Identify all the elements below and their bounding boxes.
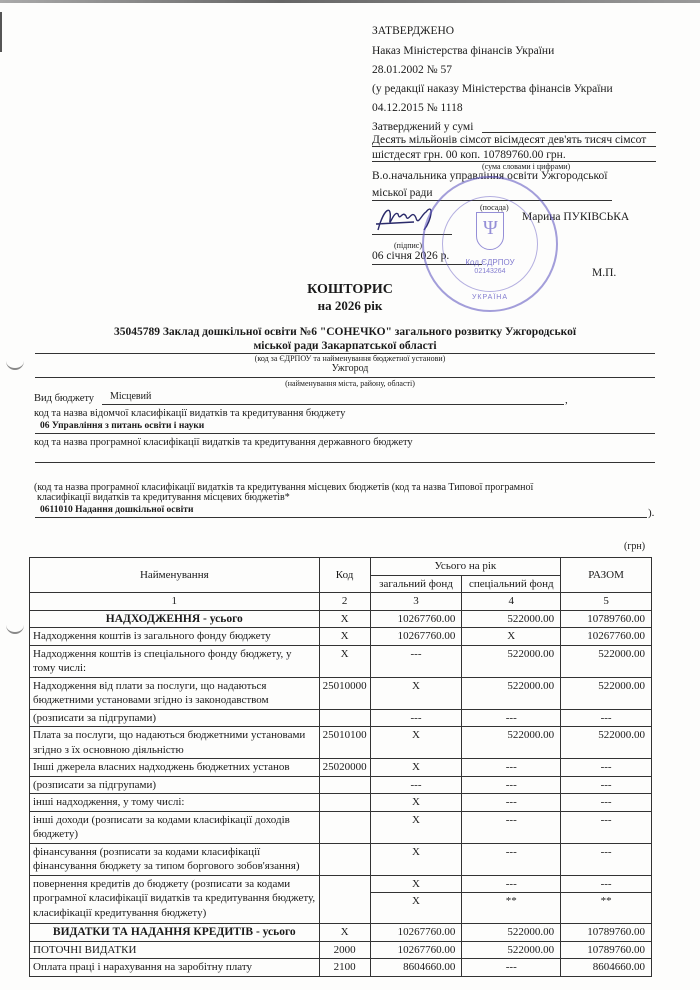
row-name: фінансування (розписати за кодами класифікації фінансування бюджету за типом боргового зобов'язання) [30, 843, 320, 875]
table-row [30, 941, 652, 959]
row-code [319, 875, 370, 924]
table-row [30, 677, 652, 709]
table-row [30, 959, 652, 977]
comma: , [565, 394, 568, 406]
col-number: 3 [370, 593, 462, 611]
row-special-fund: 522000.00 [462, 941, 561, 959]
row-general-fund: X [370, 843, 462, 875]
row-code: X [319, 924, 370, 942]
row-general-fund: --- [370, 645, 462, 677]
row-special-fund: 522000.00 [462, 924, 561, 942]
row-name: (розписати за підгрупами) [30, 709, 320, 727]
budget-table [29, 557, 652, 977]
header-code: Код [319, 558, 370, 593]
underline [35, 433, 655, 434]
scan-edge [0, 12, 2, 52]
row-total: 10789760.00 [561, 610, 652, 628]
position: міської ради [372, 187, 433, 199]
row-code: 2000 [319, 941, 370, 959]
header-name: Найменування [30, 558, 320, 593]
row-code: X [319, 645, 370, 677]
stamp-code-label: Код ЄДРПОУ [465, 258, 515, 267]
institution-name: міської ради Закарпатської області [253, 340, 437, 352]
approval-date: 06 січня 2026 р. [372, 250, 450, 262]
row-general-fund: --- [370, 776, 462, 794]
row-code [319, 709, 370, 727]
row-special-fund: --- [462, 794, 561, 812]
row-general-fund: X [370, 893, 462, 924]
signer-name: Марина ПУКІВСЬКА [522, 211, 630, 223]
row-special-fund: --- [462, 776, 561, 794]
row-total: --- [561, 794, 652, 812]
row-general-fund: 10267760.00 [370, 610, 462, 628]
sum-words: Десять мільйонів сімсот вісімдесят дев'ять тисяч сімсот [372, 134, 647, 146]
row-special-fund: 522000.00 [462, 645, 561, 677]
row-total: --- [561, 709, 652, 727]
row-name: Надходження коштів із загального фонду бюджету [30, 628, 320, 646]
row-code: 2100 [319, 959, 370, 977]
col-number: 2 [319, 593, 370, 611]
row-total: 10789760.00 [561, 941, 652, 959]
order-line: 04.12.2015 № 1118 [372, 102, 463, 114]
row-code: X [319, 628, 370, 646]
local-program-value: 0611010 Надання дошкільної освіти [40, 505, 194, 515]
dept-class-label: код та назва відомчої класифікації видатків та кредитування бюджету [34, 408, 346, 419]
col-number: 5 [561, 593, 652, 611]
order-line: Наказ Міністерства фінансів України [372, 45, 555, 57]
row-name: інші надходження, у тому числі: [30, 794, 320, 812]
col-number: 4 [462, 593, 561, 611]
row-total: 8604660.00 [561, 959, 652, 977]
table-row [30, 924, 652, 942]
row-name: ПОТОЧНІ ВИДАТКИ [30, 941, 320, 959]
row-total: --- [561, 759, 652, 777]
header-general-fund: загальний фонд [370, 575, 462, 593]
sum-words: шістдесят грн. 00 коп. 10789760.00 грн. [372, 149, 566, 161]
dept-class-value: 06 Управління з питань освіти і науки [40, 421, 205, 431]
city-caption: (найменування міста, району, області) [285, 379, 415, 388]
stamp-country: УКРАЇНА [471, 294, 509, 301]
row-general-fund: X [370, 794, 462, 812]
table-row [30, 875, 652, 893]
row-special-fund: --- [462, 959, 561, 977]
document-subtitle: на 2026 рік [317, 298, 383, 313]
row-name: повернення кредитів до бюджету (розписати за кодами програмної класифікації видатків та кредитування бюджету, класифікації кредитування бюджету) [30, 875, 320, 924]
row-name: НАДХОДЖЕННЯ - усього [30, 610, 320, 628]
order-line: (у редакції наказу Міністерства фінансів України [372, 83, 613, 95]
table-row [30, 709, 652, 727]
position: В.о.начальника управління освіти Ужгородської [372, 170, 608, 182]
underline [35, 517, 647, 518]
row-total: 522000.00 [561, 677, 652, 709]
signature-caption: (підпис) [394, 241, 423, 250]
row-code: X [319, 610, 370, 628]
document-title: КОШТОРИС [307, 282, 393, 297]
order-line: 28.01.2002 № 57 [372, 64, 452, 76]
table-row [30, 727, 652, 759]
row-special-fund: --- [462, 709, 561, 727]
row-code [319, 811, 370, 843]
punch-hole-mark [6, 622, 24, 634]
row-code [319, 794, 370, 812]
row-name: Надходження від плати за послуги, що надаються бюджетними установами згідно із законодавством [30, 677, 320, 709]
table-row [30, 776, 652, 794]
row-general-fund: 10267760.00 [370, 941, 462, 959]
row-total: --- [561, 875, 652, 893]
table-row [30, 628, 652, 646]
row-total: 10789760.00 [561, 924, 652, 942]
underline [35, 377, 655, 378]
local-program-label: (код та назва програмної класифікації видатків та кредитування місцевих бюджетів (код та назва Типової програмної [34, 482, 534, 493]
table-row [30, 610, 652, 628]
city: Ужгород [331, 363, 369, 374]
institution-name: 35045789 Заклад дошкільної освіти №6 "СОНЕЧКО" загального розвитку Ужгородської [113, 326, 577, 338]
approved-sum-label: Затверджений у сумі [372, 121, 474, 133]
row-general-fund: X [370, 727, 462, 759]
scan-edge [0, 0, 700, 3]
row-general-fund: 10267760.00 [370, 628, 462, 646]
local-program-label: класифікації видатків та кредитування місцевих бюджетів* [37, 492, 290, 503]
row-special-fund: --- [462, 759, 561, 777]
table-row [30, 811, 652, 843]
row-code: 25010000 [319, 677, 370, 709]
row-code: 25020000 [319, 759, 370, 777]
row-code [319, 843, 370, 875]
row-special-fund: --- [462, 875, 561, 893]
row-special-fund: X [462, 628, 561, 646]
row-name: Інші джерела власних надходжень бюджетних установ [30, 759, 320, 777]
row-name: інші доходи (розписати за кодами класифікації доходів бюджету) [30, 811, 320, 843]
row-code: 25010100 [319, 727, 370, 759]
header-total: РАЗОМ [561, 558, 652, 593]
seal-mark: М.П. [592, 267, 617, 279]
row-general-fund: X [370, 875, 462, 893]
row-general-fund: 10267760.00 [370, 924, 462, 942]
row-name: Надходження коштів із спеціального фонду бюджету, у тому числі: [30, 645, 320, 677]
col-number: 1 [30, 593, 320, 611]
row-general-fund: --- [370, 709, 462, 727]
row-total: 522000.00 [561, 727, 652, 759]
position-caption: (посада) [480, 203, 509, 212]
row-general-fund: X [370, 759, 462, 777]
row-general-fund: 8604660.00 [370, 959, 462, 977]
closing-paren: ). [648, 507, 655, 519]
row-total: --- [561, 843, 652, 875]
underline [102, 404, 564, 405]
budget-type-value: Місцевий [110, 391, 152, 402]
row-special-fund: --- [462, 811, 561, 843]
row-special-fund: 522000.00 [462, 677, 561, 709]
row-total: ** [561, 893, 652, 924]
row-special-fund: 522000.00 [462, 610, 561, 628]
state-program-label: код та назва програмної класифікації видатків та кредитування державного бюджету [34, 437, 413, 448]
row-name: ВИДАТКИ ТА НАДАННЯ КРЕДИТІВ - усього [30, 924, 320, 942]
approval-header: ЗАТВЕРДЖЕНО [372, 25, 455, 37]
row-total: --- [561, 811, 652, 843]
row-total: 522000.00 [561, 645, 652, 677]
stamp-code-value: 02143264 [474, 268, 506, 275]
row-special-fund: --- [462, 843, 561, 875]
row-general-fund: X [370, 677, 462, 709]
row-total: --- [561, 776, 652, 794]
table-row [30, 794, 652, 812]
row-name: Плата за послуги, що надаються бюджетними установами згідно з їх основною діяльністю [30, 727, 320, 759]
row-total: 10267760.00 [561, 628, 652, 646]
row-code [319, 776, 370, 794]
table-row [30, 843, 652, 875]
row-name: (розписати за підгрупами) [30, 776, 320, 794]
row-name: Оплата праці і нарахування на заробітну плату [30, 959, 320, 977]
row-general-fund: X [370, 811, 462, 843]
header-year-total: Усього на рік [370, 558, 561, 576]
table-row [30, 759, 652, 777]
budget-type-label: Вид бюджету [34, 393, 95, 404]
row-special-fund: 522000.00 [462, 727, 561, 759]
coat-of-arms-icon [476, 212, 504, 250]
table-row [30, 645, 652, 677]
row-special-fund: ** [462, 893, 561, 924]
institution-caption: (код за ЄДРПОУ та найменування бюджетної установи) [254, 354, 446, 363]
sum-caption: (сума словами і цифрами) [482, 162, 571, 171]
underline [35, 462, 655, 463]
currency-note: (грн) [624, 541, 646, 552]
header-special-fund: спеціальний фонд [462, 575, 561, 593]
